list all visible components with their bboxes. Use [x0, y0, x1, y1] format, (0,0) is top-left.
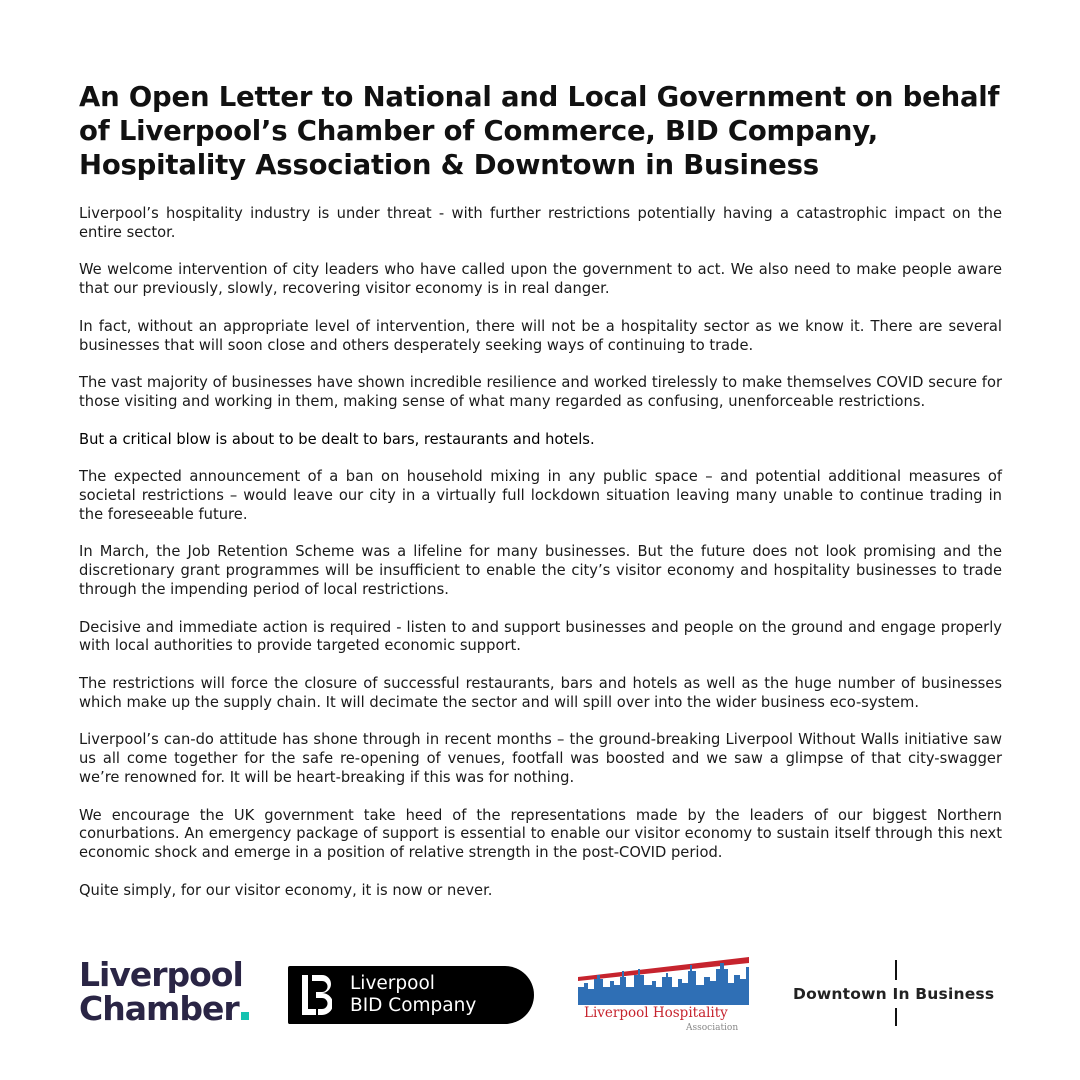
paragraph-11: We encourage the UK government take heed of the representations made by the leaders of our biggest Northern conurbations. An emergency package of support is essential to enable our visitor economy to sustain itself through this next economic shock and emerge in a position of relative strength in the post-COVID period. — [79, 806, 1002, 862]
downtown-bar-bottom — [895, 1008, 897, 1026]
hospitality-association-logo — [574, 957, 754, 1035]
paragraph-10: Liverpool’s can-do attitude has shone through in recent months – the ground-breaking Liverpool Without Walls initiative saw us all come together for the safe re-opening of venues, footfall was boosted and we saw a glimpse of that city-swagger we’re renowned for. It will be heart-breaking if this was for nothing. — [79, 731, 1002, 786]
chamber-dot-icon — [241, 1012, 249, 1020]
downtown-logo-text: Downtown In Business — [793, 985, 995, 1003]
bid-company-logo — [288, 966, 534, 1024]
hospitality-logo-subtitle: Association — [686, 1023, 739, 1033]
letter-title: An Open Letter to National and Local Government on behalf of Liverpool’s Chamber of Commerce, BID Company, Hospitality Association & Downtown in Business — [79, 81, 1000, 181]
downtown-in-business-logo — [790, 960, 1010, 1030]
paragraph-7: In March, the Job Retention Scheme was a lifeline for many businesses. But the future does not look promising and the discretionary grant programmes will be insufficient to enable the city’s visitor economy and hospitality businesses to trade through the impending period of local restrictions. — [79, 543, 1002, 598]
paragraph-3: In fact, without an appropriate level of intervention, there will not be a hospitality sector as we know it. There are several businesses that will soon close and others desperately seeking ways of continuing to trade. — [79, 317, 1002, 354]
paragraph-4: The vast majority of businesses have shown incredible resilience and worked tirelessly to make themselves COVID secure for those visiting and working in them, making sense of what many regarded as confusing, unenforceable restrictions. — [79, 374, 1002, 410]
chamber-logo-line1: Liverpool — [79, 955, 243, 994]
bid-logo-line1: Liverpool — [350, 973, 435, 994]
chamber-logo-line2-wrap — [79, 989, 259, 1028]
chamber-logo-line2: Chamber — [79, 989, 239, 1028]
paragraph-5: But a critical blow is about to be dealt to bars, restaurants and hotels. — [79, 430, 595, 448]
liverpool-skyline-icon — [574, 957, 754, 1005]
paragraph-2: We welcome intervention of city leaders who have called upon the government to act. We also need to make people aware that our previously, slowly, recovering visitor economy is in real danger. — [79, 261, 1002, 298]
paragraph-1: Liverpool’s hospitality industry is under threat - with further restrictions potentially having a catastrophic impact on the entire sector. — [79, 205, 1002, 241]
hospitality-logo-title: Liverpool Hospitality — [584, 1005, 728, 1021]
chamber-logo — [79, 955, 259, 1028]
downtown-bar-top — [895, 960, 897, 980]
bid-logo-line2: BID Company — [350, 995, 477, 1016]
paragraph-9: The restrictions will force the closure of successful restaurants, bars and hotels as well as the huge number of businesses which make up the supply chain. It will decimate the sector and will spill over into the wider business eco-system. — [79, 674, 1002, 711]
bid-lb-icon — [302, 975, 332, 1015]
paragraph-6: The expected announcement of a ban on household mixing in any public space – and potential additional measures of societal restrictions – would leave our city in a virtually full lockdown situation leaving many unable to continue trading in the foreseeable future. — [79, 468, 1002, 523]
paragraph-12: Quite simply, for our visitor economy, it is now or never. — [79, 881, 493, 899]
paragraph-8: Decisive and immediate action is required - listen to and support businesses and people on the ground and engage properly with local authorities to provide targeted economic support. — [79, 618, 1002, 655]
bid-logo-text — [350, 973, 476, 1017]
letter-body — [79, 205, 1002, 919]
